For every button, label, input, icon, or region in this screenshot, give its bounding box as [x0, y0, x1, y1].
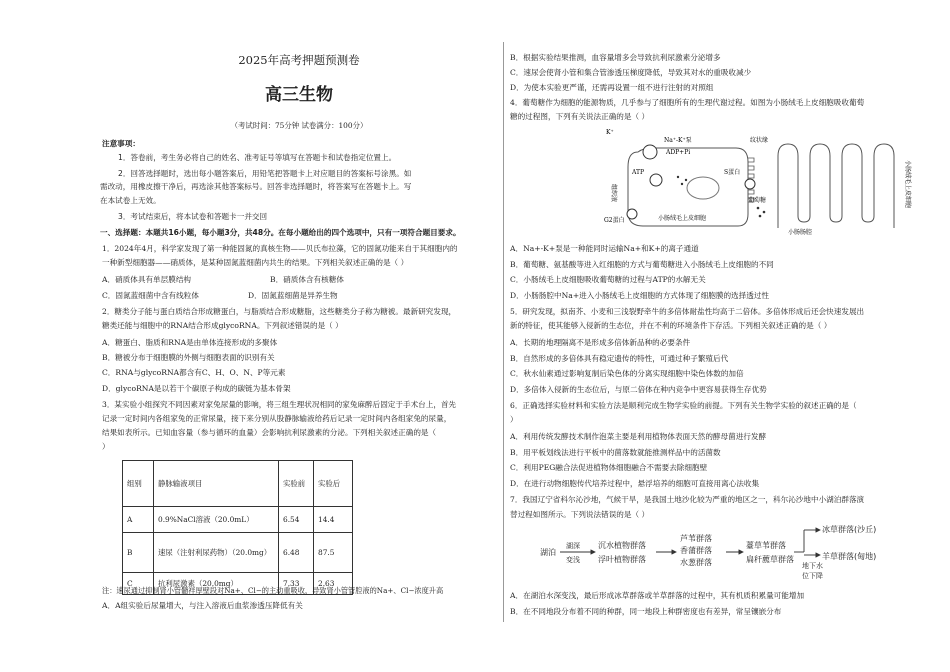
- q3-stem: 记录一定时间内各组家兔的正常尿量，接下来分别从股静脉输液给药后记录一定时间内各组家兔的尿量，: [102, 414, 452, 423]
- table-header: 静脉输液项目: [154, 461, 279, 507]
- notice-item: 2．回答选择题时，选出每小题答案后，用铅笔把答题卡上对应题目的答案标号涂黑。如: [118, 169, 412, 178]
- q6-option-a: A．利用传统发酵技术制作泡菜主要是利用植物体表面天然的酵母菌进行发酵: [510, 432, 767, 441]
- label-glucose: 葡萄糖: [748, 197, 767, 204]
- exam-info: （考试时间：75分钟 试卷满分：100分）: [230, 121, 368, 130]
- q1-option-b: B．硝质体含有核糖体: [270, 275, 344, 284]
- q5-stem: 5．研究发现，拟南芥、小麦和三浅裂野牵牛的多倍体耐盐性均高于二倍体。多倍体形成后还会快速发展出: [510, 307, 865, 316]
- section-heading: 一、选择题：本题共16小题，每小题3分，共48分。在每小题给出的四个选项中，只有一项符合题目要求。: [100, 228, 461, 237]
- water-label: 地下水: [802, 562, 823, 570]
- q5-option-a: A．长期的地理隔离不是形成多倍体新品种的必要条件: [510, 338, 691, 347]
- q4-option-b: B．葡萄糖、氨基酸等进入红细胞的方式与葡萄糖进入小肠绒毛上皮细胞的不同: [510, 260, 774, 269]
- column-divider: [503, 42, 504, 622]
- shallow-label: 湖深: [566, 542, 580, 550]
- q3-stem: 结果如表所示。已知血容量（参与循环的血量）会影响抗利尿激素的分泌。下列相关叙述正确的是（: [102, 428, 437, 437]
- label-atp: ATP: [632, 169, 645, 176]
- notice-heading: 注意事项：: [102, 139, 140, 148]
- q4-stem: 糖的过程图，下列有关说法正确的是（ ）: [510, 112, 650, 121]
- q1-stem: 1．2024年4月，科学家发现了第一种能固氮的真核生物——贝氏布拉藻，它的固氮功能来自于其细胞内的: [102, 244, 458, 253]
- label-cell: 小肠绒毛上皮细胞: [658, 215, 707, 222]
- q2-stem: 2．糖类分子能与蛋白质结合形成糖蛋白，与脂质结合形成糖脂，这些糖类分子称为糖被。最新研究发现，: [102, 307, 457, 316]
- top-community-label: 冰草群落(沙丘): [822, 525, 877, 534]
- water-label: 位下降: [802, 572, 823, 580]
- notice-item: 在本试卷上无效。: [100, 196, 161, 205]
- q4-option-d: D．小肠肠腔中Na+进入小肠绒毛上皮细胞的方式体现了细胞膜的选择透过性: [510, 291, 770, 300]
- q3-note: 注：速尿通过抑制肾小管髓袢厚壁段对Na+、Cl−的主动重吸收，导致肾小管管腔液的Na+、Cl−浓度升高: [102, 586, 444, 595]
- q3-stem: ）: [102, 442, 110, 451]
- q3-table: [122, 460, 353, 595]
- table-row: A 0.9%NaCl溶液（20.0mL） 6.54 14.4: [123, 507, 353, 533]
- q4-option-a: A．Na+-K+泵是一种能同时运输Na+和K+的离子通道: [510, 244, 699, 253]
- q4-cell-diagram: [598, 122, 918, 238]
- label-pump: Na⁺-K⁺泵: [664, 137, 692, 144]
- q5-option-b: B．自然形成的多倍体具有稳定遗传的特性，可通过种子繁殖后代: [510, 354, 729, 363]
- table-header: 实验后: [314, 461, 353, 507]
- q6-option-d: D．在进行动物细胞传代培养过程中，悬浮培养的细胞可直接用离心法收集: [510, 479, 760, 488]
- q3-option-a: A．A组实验后尿量增大，与注入溶液后血浆渗透压降低有关: [102, 601, 303, 610]
- exam-title: 2025年高考押题预测卷: [238, 53, 360, 67]
- notice-item: 3．考试结束后，将本试卷和答题卡一并交回: [118, 212, 268, 221]
- lake-label: 湖泊: [540, 548, 556, 557]
- q1-stem: 一种新型细胞器——硝质体，是某种固氮蓝细菌内共生的结果。下列相关叙述正确的是（ ）: [102, 258, 409, 267]
- q5-stem: 新的特征，使其能够入侵新的生态位，并在不利的环境条件下存活。下列相关叙述正确的是（ ）: [510, 321, 832, 330]
- notice-item: 需改动，用橡皮擦干净后，再选涂其他答案标号。回答非选择题时，将答案写在答题卡上。写: [100, 182, 412, 191]
- sedge-label: 薹草苇群落: [746, 541, 786, 550]
- q7-option-a: A．在湖泊水深变浅，最后形成冰草群落或羊草群落的过程中，其有机质积累量可能增加: [510, 591, 805, 600]
- label-glut: G2蛋白: [604, 217, 625, 224]
- reed-label: 芦苇群落: [680, 534, 712, 543]
- q2-option-c: C．RNA与glycoRNA都含有C、H、O、N、P等元素: [102, 368, 286, 377]
- q5-option-c: C．秋水仙素通过影响复制后染色体的分离实现细胞中染色体数的加倍: [510, 369, 744, 378]
- q1-option-d: D．固氮蓝细菌是异养生物: [248, 291, 338, 300]
- reed-label: 水葱群落: [680, 558, 712, 567]
- q6-stem: 6．正确选择实验材料和实验方法是顺利完成生物学实验的前提。下列有关生物学实验的叙述正确的是（: [510, 401, 857, 410]
- notice-item: 1．答卷前，考生务必将自己的姓名、准考证号等填写在答题卡和试卷指定位置上。: [118, 153, 397, 162]
- q2-option-a: A．糖蛋白、脂质和RNA是由单体连接形成的多聚体: [102, 338, 278, 347]
- q2-stem: 糖类还能与细胞中的RNA结合形成glycoRNA。下列叙述错误的是（ ）: [102, 321, 343, 330]
- q5-option-d: D．多倍体入侵新的生态位后，与原二倍体在种内竞争中更容易获得生存优势: [510, 385, 767, 394]
- table-row: B 速尿（注射利尿药物）（20.0mg） 6.48 87.5: [123, 533, 353, 573]
- label-adp: ADP+Pi: [666, 149, 691, 156]
- label-lumen: 小肠肠腔: [788, 229, 813, 236]
- q6-stem: ）: [510, 415, 518, 424]
- sedge-label: 扁秆藨草群落: [746, 555, 794, 564]
- q6-option-b: B．用平板划线法进行平板中的菌落数就能推测样品中的活菌数: [510, 448, 721, 457]
- q1-option-c: C．固氮蓝细菌中含有线粒体: [102, 291, 199, 300]
- label-brush: 纹状缘: [750, 137, 769, 144]
- q2-option-b: B．糖被分布于细胞膜的外侧与细胞表面的识别有关: [102, 353, 275, 362]
- submerged-label: 沉水植物群落: [598, 541, 646, 550]
- q7-succession-diagram: [540, 522, 910, 584]
- label-tissue: 组织液: [610, 184, 617, 203]
- table-header: 组别: [123, 461, 154, 507]
- q6-option-c: C．利用PEG融合法促进植物体细胞融合不需要去除细胞壁: [510, 463, 708, 472]
- q4-stem: 4．葡萄糖作为细胞的能源物质，几乎参与了细胞所有的生理代谢过程。如图为小肠绒毛上皮细胞吸收葡萄: [510, 98, 865, 107]
- shallow-label: 变浅: [566, 556, 580, 564]
- q3-option-c: C．速尿会使肾小管和集合管渗透压梯度降低，导致其对水的重吸收减少: [510, 68, 752, 77]
- table-row: C 抗利尿激素（20.0mg） 7.33 2.63: [123, 573, 353, 595]
- label-epith: 小肠绒毛上皮细胞: [904, 160, 911, 209]
- subject-title: 高三生物: [265, 85, 333, 105]
- floating-label: 浮叶植物群落: [598, 555, 646, 564]
- table-header: 实验前: [279, 461, 314, 507]
- q1-option-a: A．硝质体具有单层膜结构: [102, 275, 192, 284]
- q4-option-c: C．小肠绒毛上皮细胞吸收葡萄糖的过程与ATP的水解无关: [510, 275, 706, 284]
- reed-label: 香蒲群落: [680, 546, 712, 555]
- q7-stem: 替过程如图所示。下列说法错误的是（ ）: [510, 510, 650, 519]
- q3-stem: 3．某实验小组探究不同因素对家兔尿量的影响，将三组生理状况相同的家兔麻醉后固定于手术台上，首先: [102, 400, 457, 409]
- q3-option-b: B．根据实验结果推测，血容量增多会导致抗利尿激素分泌增多: [510, 53, 721, 62]
- label-sglt: S蛋白: [724, 169, 741, 176]
- q3-option-d: D．为使本实验更严谨，还需再设置一组不进行注射的对照组: [510, 83, 714, 92]
- bottom-community-label: 羊草群落(甸地): [822, 552, 877, 561]
- label-k: K⁺: [606, 129, 614, 136]
- q7-stem: 7．我国辽宁省科尔沁沙地，气候干旱，是我国土地沙化较为严重的地区之一，科尔沁沙地中小湖泊群落演: [510, 495, 865, 504]
- q2-option-d: D．glycoRNA是以若干个碳原子构成的碳链为基本骨架: [102, 384, 291, 393]
- q7-option-b: B．在不同地段分布着不同的种群，同一地段上种群密度也有差异，常呈镶嵌分布: [510, 607, 782, 616]
